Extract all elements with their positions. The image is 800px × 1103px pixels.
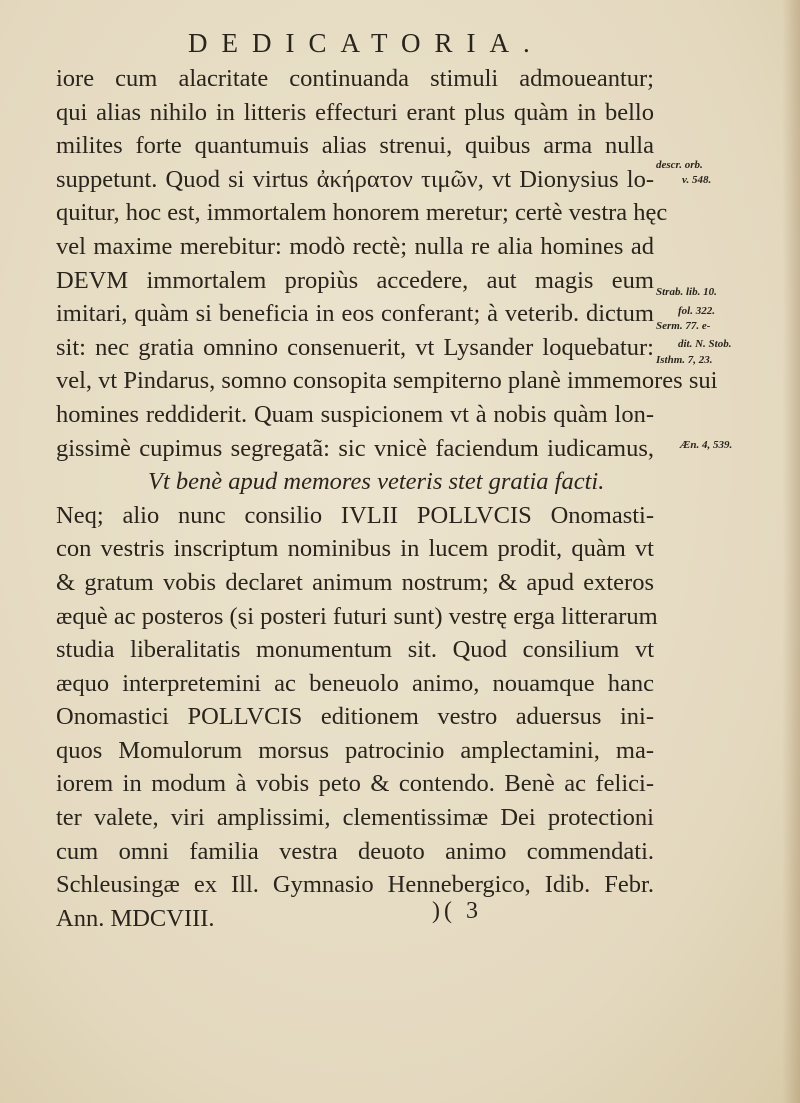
text-line: iore cum alacritate continuanda stimuli admoueantur; bbox=[56, 65, 654, 92]
text-line: iorem in modum à vobis peto & contendo. Benè ac felici- bbox=[56, 770, 654, 798]
margin-note: Isthm. 7, 23. bbox=[656, 354, 713, 366]
text-line: Onomastici POLLVCIS editionem vestro aduersus ini- bbox=[56, 703, 654, 731]
text-line: DEVM immortalem propiùs accedere, aut magis eum bbox=[56, 266, 654, 294]
text-line: studia liberalitatis monumentum sit. Quod consilium vt bbox=[56, 636, 654, 664]
text-line: vel maxime merebitur: modò rectè; nulla re alia homines ad bbox=[56, 232, 654, 260]
text-line: æquo interpretemini ac beneuolo animo, nouamque hanc bbox=[56, 669, 654, 697]
text-line: suppetunt. Quod si virtus ἀκήρατον τιμῶν, vt Dionysius lo- bbox=[56, 165, 654, 193]
text-line: vel, vt Pindarus, somno consopita sempiterno planè immemores sui bbox=[56, 367, 718, 395]
text-line: & gratum vobis declaret animum nostrum; & apud exteros bbox=[56, 568, 654, 596]
page-header: DEDICATORIA. bbox=[188, 28, 544, 58]
text-line: quitur, hoc est, immortalem honorem meretur; certè vestra hęc bbox=[56, 199, 668, 227]
text-line: homines reddiderit. Quam suspicionem vt à nobis quàm lon- bbox=[56, 400, 654, 428]
text-line: æquè ac posteros (si posteri futuri sunt) vestrę erga litterarum bbox=[56, 602, 658, 630]
text-line: cum omni familia vestra deuoto animo commendati. bbox=[56, 837, 654, 865]
text-line: Schleusingæ ex Ill. Gymnasio Hennebergico, Idib. Febr. bbox=[56, 871, 654, 899]
margin-note: descr. orb. bbox=[656, 159, 703, 171]
signature-mark: )( 3 bbox=[432, 898, 482, 924]
text-line: con vestris inscriptum nominibus in lucem prodit, quàm vt bbox=[56, 535, 654, 563]
text-line: sit: nec gratia omnino consenuerit, vt Lysander loquebatur: bbox=[56, 333, 654, 361]
verse-quote: Vt benè apud memores veteris stet gratia facti. bbox=[148, 468, 605, 496]
text-line: imitari, quàm si beneficia in eos conferant; à veterib. dictum bbox=[56, 300, 654, 328]
text-line: milites forte quantumuis alias strenui, quibus arma nulla bbox=[56, 132, 654, 160]
margin-note: Æn. 4, 539. bbox=[680, 439, 733, 451]
margin-note: Serm. 77. e- bbox=[656, 320, 711, 332]
margin-note: dit. N. Stob. bbox=[678, 338, 732, 350]
text-line: ter valete, viri amplissimi, clementissimæ Dei protectioni bbox=[56, 804, 654, 832]
text-line: Neq; alio nunc consilio IVLII POLLVCIS Onomasti- bbox=[56, 501, 654, 529]
text-line: quos Momulorum morsus patrocinio amplectamini, ma- bbox=[56, 736, 654, 764]
margin-note: v. 548. bbox=[682, 174, 712, 186]
text-line: gissimè cupimus segregatã: sic vnicè faciendum iudicamus, bbox=[56, 434, 654, 462]
text-line: qui alias nihilo in litteris effecturi erant plus quàm in bello bbox=[56, 98, 654, 126]
margin-note: fol. 322. bbox=[678, 305, 715, 317]
margin-note: Strab. lib. 10. bbox=[656, 286, 717, 298]
text-line: Ann. MDCVIII. bbox=[56, 904, 215, 932]
